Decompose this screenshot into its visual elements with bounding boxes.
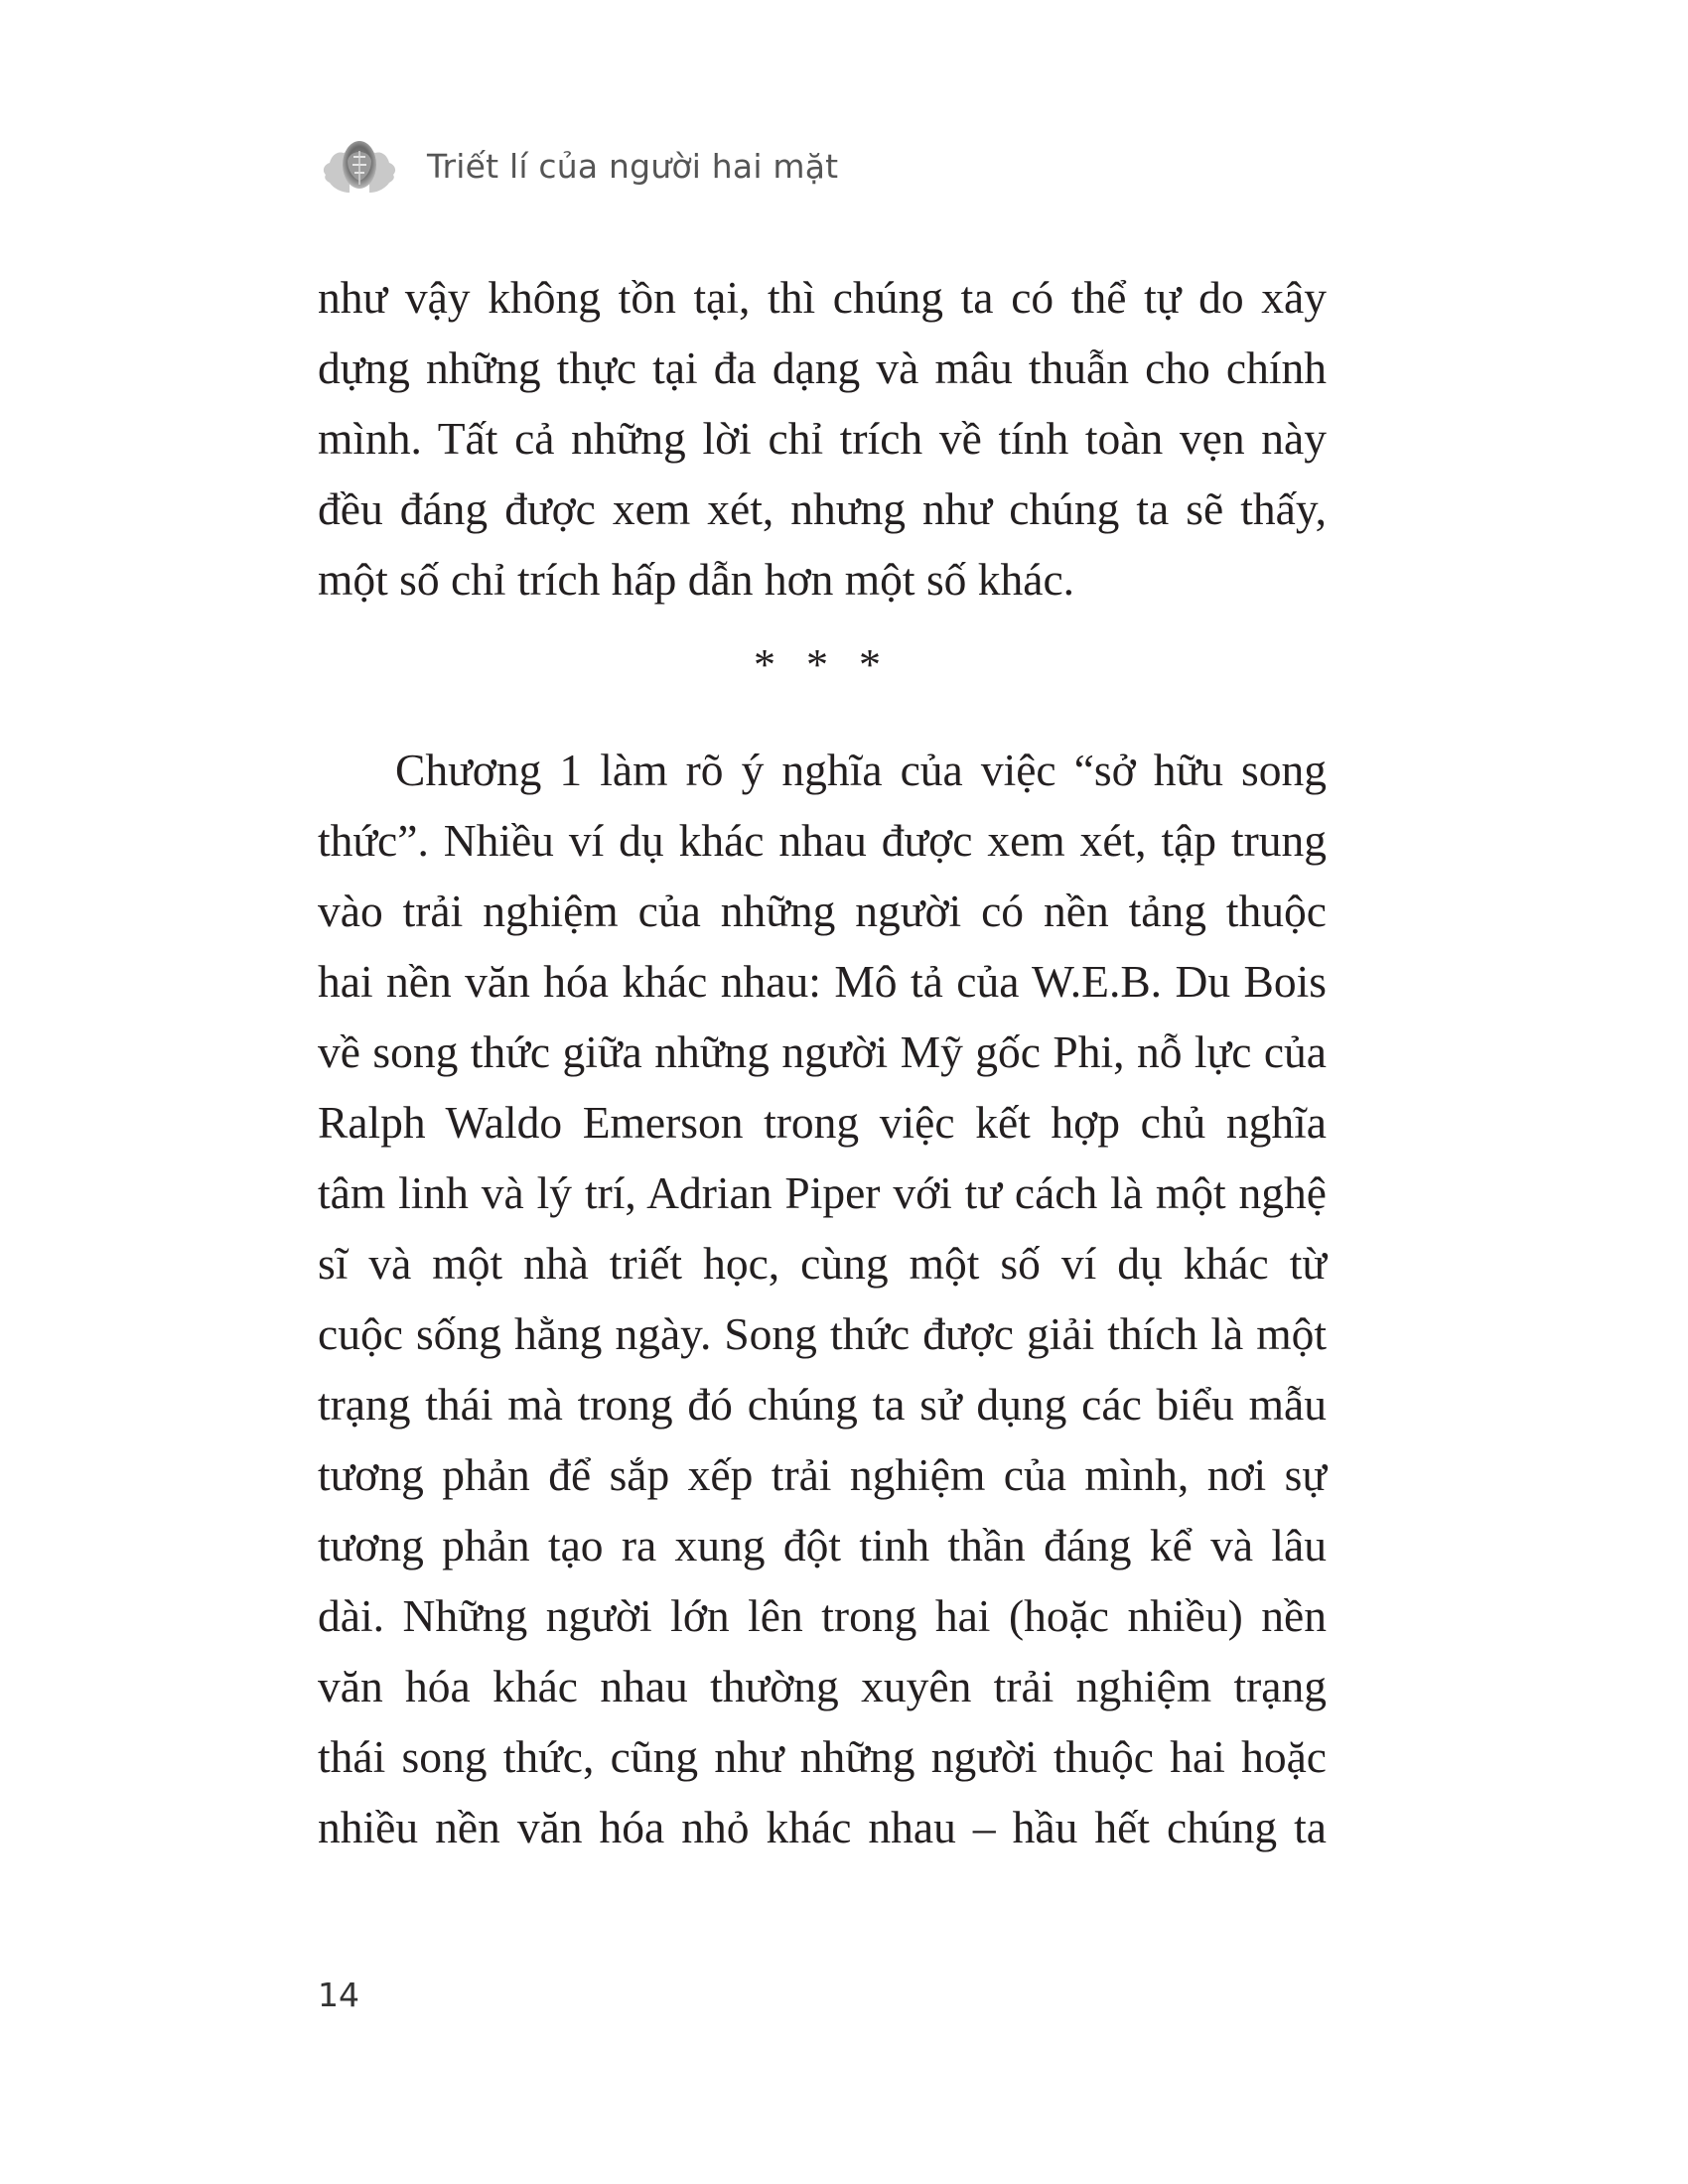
text-line: Ralph Waldo Emerson trong việc kết hợp chủ nghĩa: [318, 1097, 1327, 1148]
text-line: sĩ và một nhà triết học, cùng một số ví dụ khác từ: [318, 1238, 1327, 1289]
text-line: dựng những thực tại đa dạng và mâu thuẫn cho chính: [318, 342, 1327, 393]
text-line: vào trải nghiệm của những người có nền tảng thuộc: [318, 886, 1327, 936]
text-line: thức”. Nhiều ví dụ khác nhau được xem xét, tập trung: [318, 815, 1327, 866]
text-line: tương phản tạo ra xung đột tinh thần đáng kể và lâu: [318, 1520, 1327, 1570]
text-line: trạng thái mà trong đó chúng ta sử dụng các biểu mẫu: [318, 1379, 1327, 1430]
running-head: [316, 131, 838, 201]
text-line: Chương 1 làm rõ ý nghĩa của việc “sở hữu song: [395, 745, 1327, 795]
text-line: đều đáng được xem xét, nhưng như chúng ta sẽ thấy,: [318, 483, 1327, 534]
text-line: cuộc sống hằng ngày. Song thức được giải thích là một: [318, 1308, 1327, 1359]
text-line: như vậy không tồn tại, thì chúng ta có thể tự do xây: [318, 272, 1327, 323]
section-break: * * *: [754, 640, 891, 689]
running-head-title: Triết lí của người hai mặt: [427, 146, 839, 186]
text-line: thái song thức, cũng như những người thuộc hai hoặc: [318, 1731, 1327, 1782]
two-faced-head-icon: [316, 131, 403, 201]
paragraph-chapter-summary: [318, 735, 1327, 1862]
text-line: dài. Những người lớn lên trong hai (hoặc nhiều) nền: [318, 1590, 1327, 1641]
text-line: nhiều nền văn hóa nhỏ khác nhau – hầu hết chúng ta: [318, 1802, 1327, 1852]
paragraph-continued: [318, 262, 1327, 614]
text-line: tương phản để sắp xếp trải nghiệm của mình, nơi sự: [318, 1449, 1327, 1500]
text-line: hai nền văn hóa khác nhau: Mô tả của W.E.B. Du Bois: [318, 956, 1327, 1007]
page-number: 14: [318, 1976, 359, 2014]
text-line: một số chỉ trích hấp dẫn hơn một số khác.: [318, 554, 1075, 605]
text-line: tâm linh và lý trí, Adrian Piper với tư cách là một nghệ: [318, 1167, 1327, 1218]
text-line: văn hóa khác nhau thường xuyên trải nghiệm trạng: [318, 1661, 1327, 1711]
text-line: về song thức giữa những người Mỹ gốc Phi, nỗ lực của: [318, 1026, 1327, 1077]
text-line: mình. Tất cả những lời chỉ trích về tính toàn vẹn này: [318, 413, 1327, 464]
